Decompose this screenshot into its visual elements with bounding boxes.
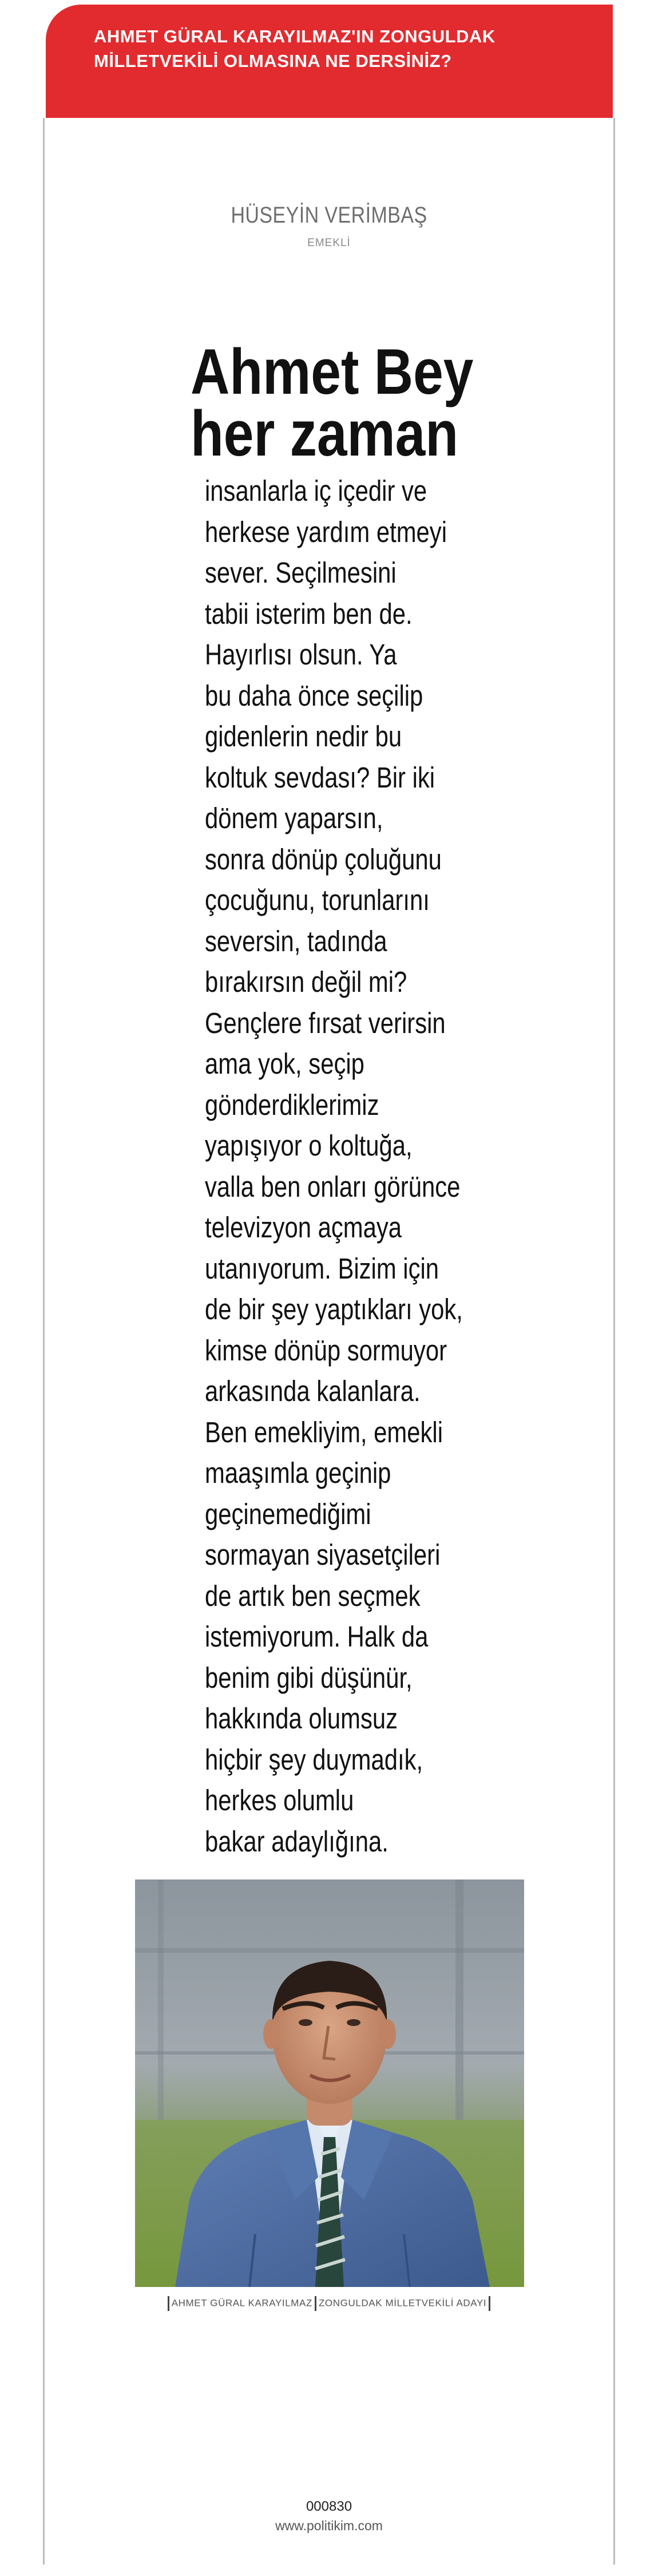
article-body	[205, 470, 467, 1862]
body-line: yapışıyor o koltuğa,	[205, 1129, 413, 1162]
body-line: valla ben onları görünce	[205, 1170, 461, 1203]
body-line: hakkında olumsuz	[205, 1702, 398, 1735]
header-banner	[46, 5, 613, 118]
website-link[interactable]: www.politikim.com	[275, 2518, 383, 2533]
caption-separator	[489, 2296, 490, 2311]
body-line: insanlarla iç içedir ve	[205, 474, 427, 507]
body-line: gidenlerin nedir bu	[205, 720, 402, 753]
body-line: gönderdiklerimiz	[205, 1088, 379, 1121]
body-line: sever. Seçilmesini	[205, 556, 397, 589]
body-line: kimse dönüp sormuyor	[205, 1333, 447, 1367]
body-line: bırakırsın değil mi?	[205, 965, 407, 998]
body-line: istemiyorum. Halk da	[205, 1620, 429, 1653]
body-line: benim gibi düşünür,	[205, 1661, 413, 1694]
body-line: herkese yardım etmeyi	[205, 515, 447, 548]
banner-line-2: MİLLETVEKİLİ OLMASINA NE DERSİNİZ?	[94, 51, 452, 71]
body-line: tabii isterim ben de.	[205, 597, 413, 630]
author-title: EMEKLİ	[307, 237, 351, 249]
body-line: maaşımla geçinip	[205, 1457, 391, 1489]
body-line: hiçbir şey duymadık,	[205, 1743, 423, 1776]
caption-name: AHMET GÜRAL KARAYILMAZ	[171, 2297, 312, 2309]
body-line: Hayırlısı olsun. Ya	[205, 638, 397, 671]
body-line: utanıyorum. Bizim için	[205, 1252, 439, 1285]
headline-line-1: Ahmet Bey	[191, 336, 474, 407]
body-line: çocuğunu, torunlarını	[205, 884, 430, 916]
author-name: HÜSEYİN VERİMBAŞ	[231, 203, 427, 228]
banner-line-1: AHMET GÜRAL KARAYILMAZ'IN ZONGULDAK	[94, 26, 496, 46]
body-line: Ben emekliyim, emekli	[205, 1415, 443, 1449]
caption-separator	[315, 2296, 316, 2311]
body-line: Gençlere fırsat verirsin	[205, 1006, 446, 1039]
body-line: arkasında kalanlara.	[205, 1375, 421, 1407]
body-line: geçinemediğimi	[205, 1497, 371, 1530]
portrait-photo	[135, 1879, 524, 2287]
headline	[191, 336, 474, 469]
issue-code: 000830	[306, 2499, 352, 2514]
body-line: televizyon açmaya	[205, 1211, 402, 1244]
body-line: seversin, tadında	[205, 924, 387, 957]
body-line: dönem yaparsın,	[205, 802, 383, 834]
body-line: bu daha önce seçilip	[205, 679, 423, 712]
body-line: sormayan siyasetçileri	[205, 1538, 441, 1571]
body-line: herkes olumlu	[205, 1784, 354, 1817]
photo-caption	[0, 2296, 658, 2311]
body-line: bakar adaylığına.	[205, 1825, 389, 1858]
headline-line-2: her zaman	[191, 398, 459, 469]
body-line: de bir şey yaptıkları yok,	[205, 1293, 463, 1325]
caption-role: ZONGULDAK MİLLETVEKİLİ ADAYI	[318, 2297, 487, 2309]
body-line: sonra dönüp çoluğunu	[205, 842, 442, 876]
body-line: koltuk sevdası? Bir iki	[205, 761, 435, 794]
body-line: ama yok, seçip	[205, 1047, 364, 1080]
body-line: de artık ben seçmek	[205, 1579, 421, 1612]
caption-separator	[168, 2296, 169, 2311]
